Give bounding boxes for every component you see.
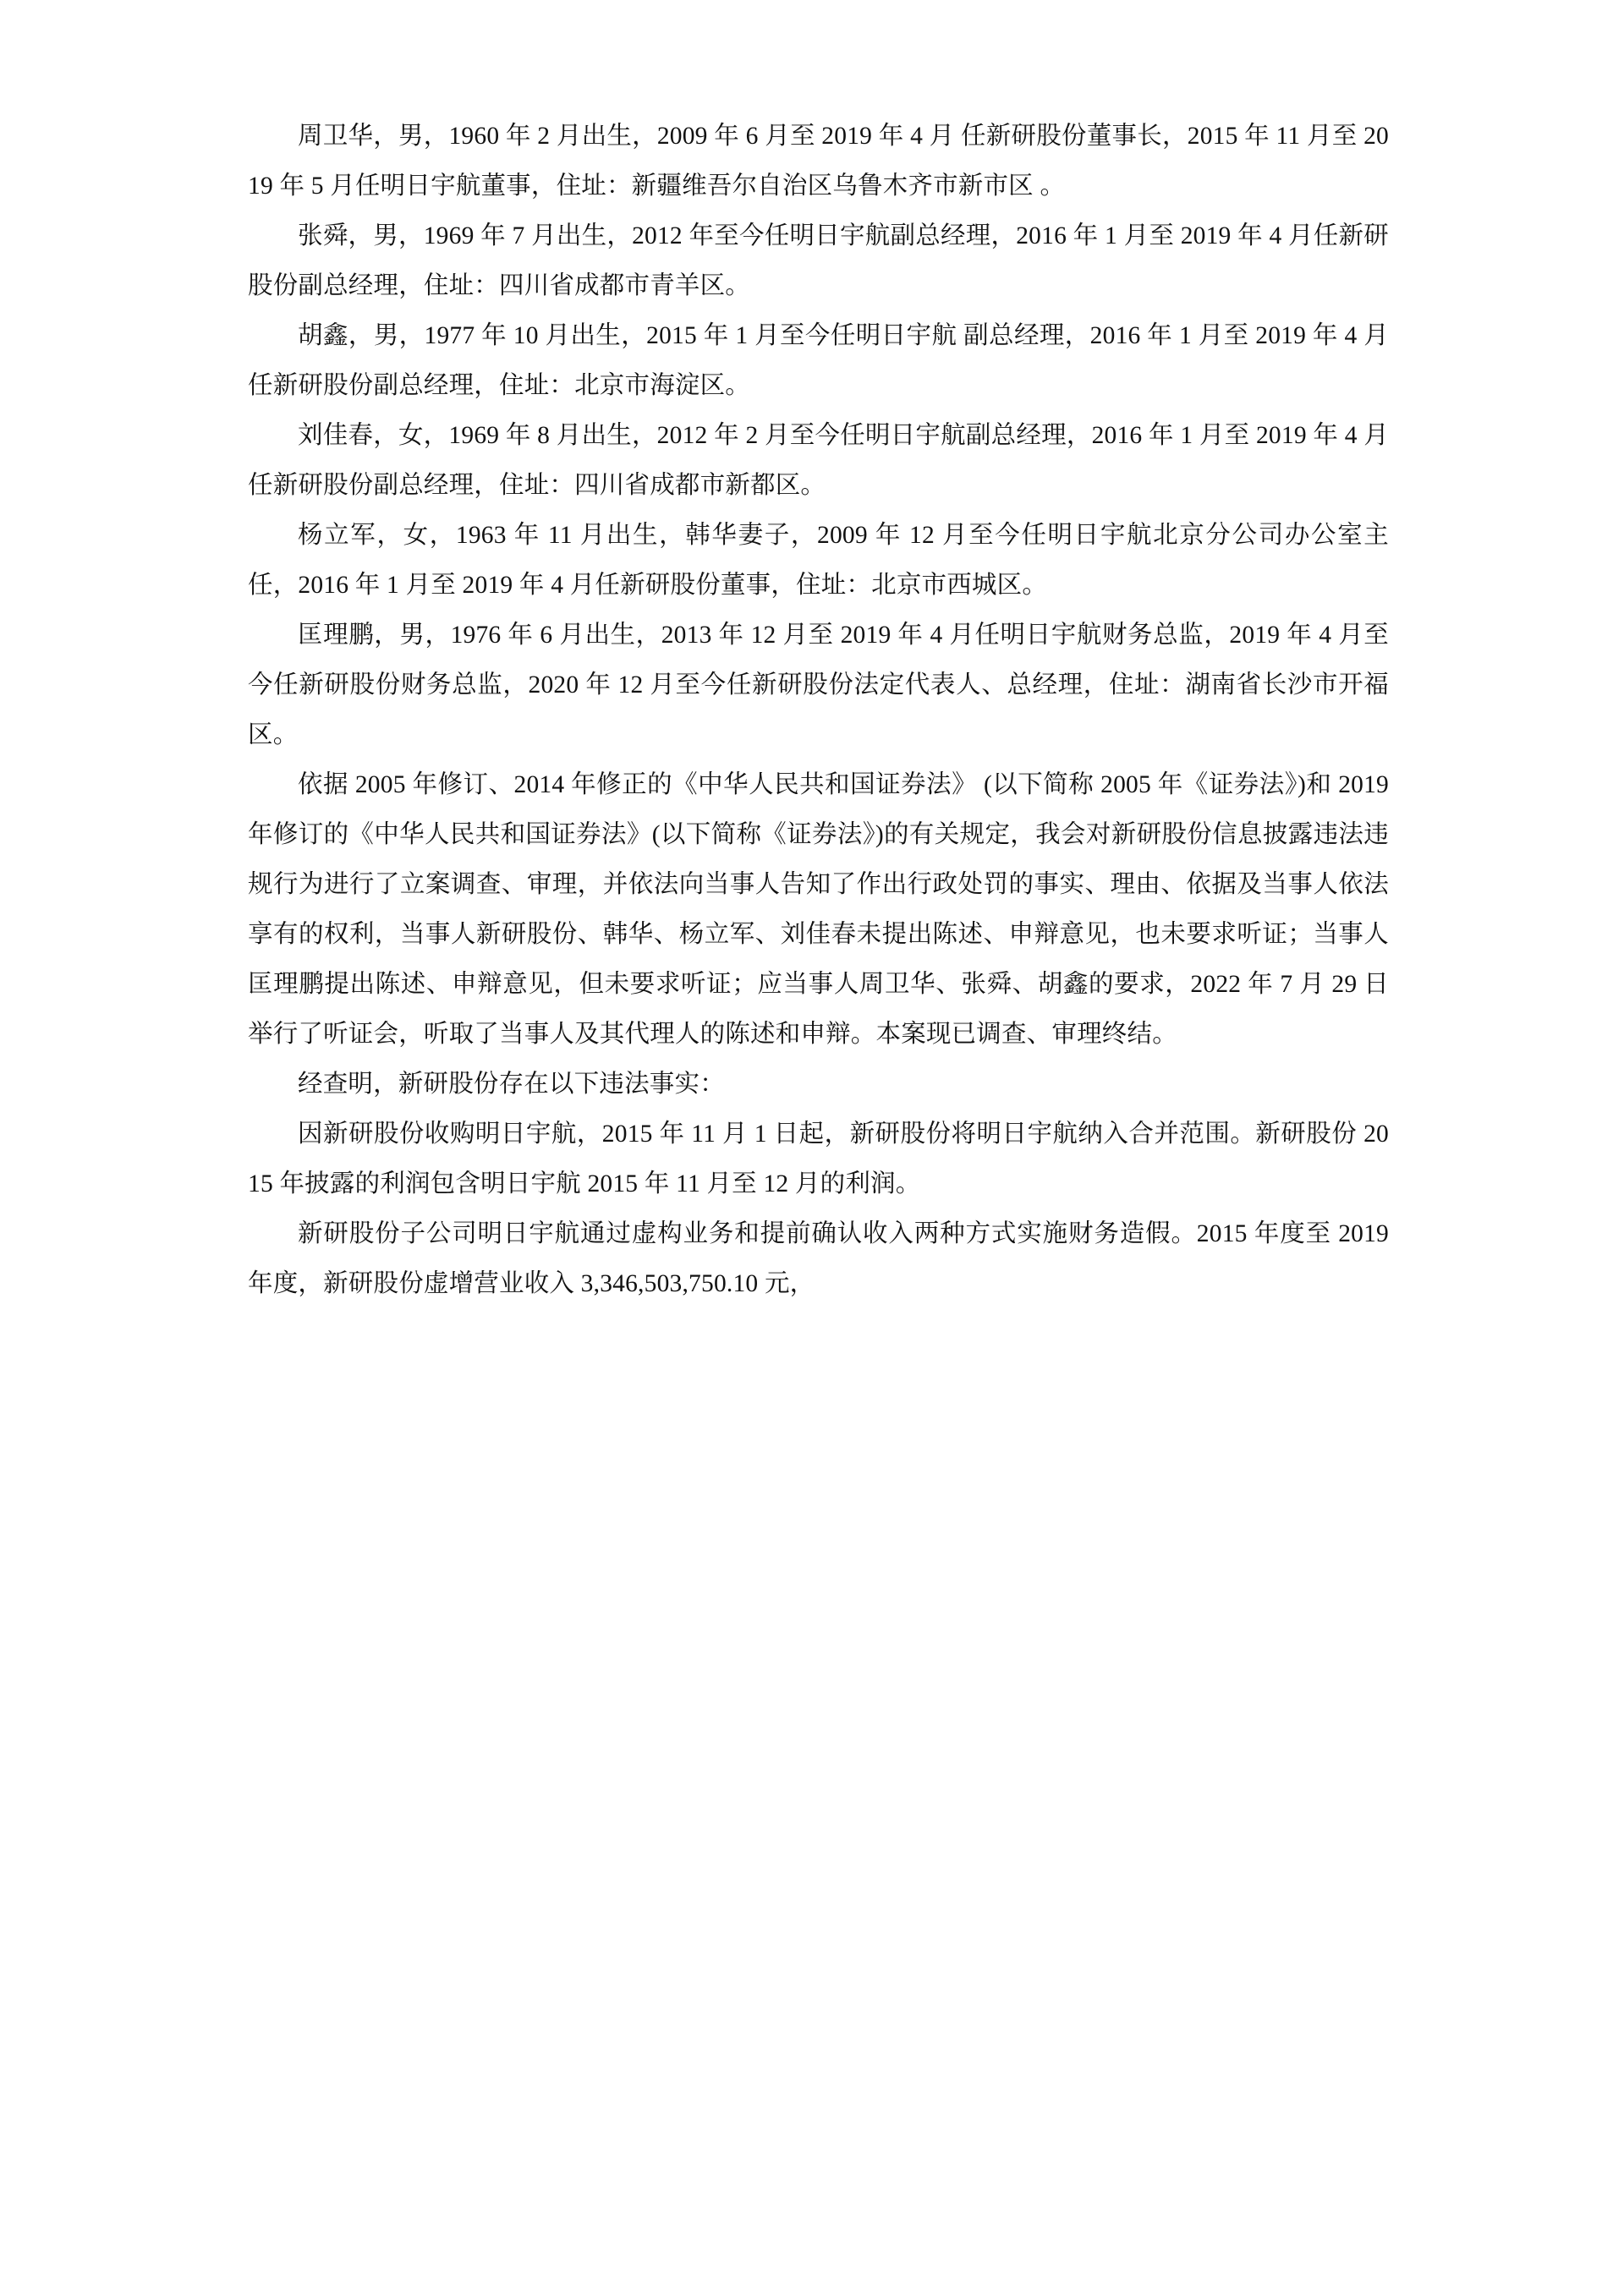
- paragraph-kuang-lipeng: 匡理鹏，男，1976 年 6 月出生，2013 年 12 月至 2019 年 4 月任明日宇航财务总监，2019 年 4 月至今任新研股份财务总监，2020 年 12 月至今任新研股份法定代表人、总经理，住址：湖南省长沙市开福区。: [248, 622, 1389, 748]
- paragraph-zhang-shun: 张舜，男，1969 年 7 月出生，2012 年至今任明日宇航副总经理，2016 年 1 月至 2019 年 4 月任新研股份副总经理，住址：四川省成都市青羊区。: [248, 222, 1389, 299]
- paragraph-financial-fraud: 新研股份子公司明日宇航通过虚构业务和提前确认收入两种方式实施财务造假。2015 年度至 2019 年度，新研股份虚增营业收入 3,346,503,750.10 元，: [248, 1220, 1389, 1297]
- paragraph-liu-jiachun: 刘佳春，女，1969 年 8 月出生，2012 年 2 月至今任明日宇航副总经理，2016 年 1 月至 2019 年 4 月任新研股份副总经理，住址：四川省成都市新都区。: [248, 422, 1389, 499]
- document-body: [248, 112, 1389, 1309]
- paragraph-hu-xin: 胡鑫，男，1977 年 10 月出生，2015 年 1 月至今任明日宇航 副总经理，2016 年 1 月至 2019 年 4 月任新研股份副总经理，住址：北京市海淀区。: [248, 322, 1389, 399]
- paragraph-zhou-weihua: 周卫华，男，1960 年 2 月出生，2009 年 6 月至 2019 年 4 月 任新研股份董事长，2015 年 11 月至 2019 年 5 月任明日宇航董事，住址：新疆维吾尔自治区乌鲁木齐市新市区 。: [248, 123, 1389, 200]
- paragraph-yang-lijun: 杨立军，女，1963 年 11 月出生，韩华妻子，2009 年 12 月至今任明日宇航北京分公司办公室主任，2016 年 1 月至 2019 年 4 月任新研股份董事，住址：北京市西城区。: [248, 522, 1389, 599]
- paragraph-acquisition-consolidation: 因新研股份收购明日宇航，2015 年 11 月 1 日起，新研股份将明日宇航纳入合并范围。新研股份 2015 年披露的利润包含明日宇航 2015 年 11 月至 12 月的利润。: [248, 1121, 1389, 1197]
- paragraph-legal-basis: 依据 2005 年修订、2014 年修正的《中华人民共和国证券法》 (以下简称 2005 年《证券法》)和 2019 年修订的《中华人民共和国证券法》(以下简称《证券法》)的有关规定，我会对新研股份信息披露违法违规行为进行了立案调查、审理，并依法向当事人告知了作出行政处罚的事实、理由、依据及当事人依法享有的权利，当事人新研股份、韩华、杨立军、刘佳春未提出陈述、申辩意见，也未要求听证；当事人匡理鹏提出陈述、申辩意见，但未要求听证；应当事人周卫华、张舜、胡鑫的要求，2022 年 7 月 29 日举行了听证会，听取了当事人及其代理人的陈述和申辩。本案现已调查、审理终结。: [248, 771, 1389, 1048]
- paragraph-findings-intro: 经查明，新研股份存在以下违法事实：: [298, 1071, 725, 1098]
